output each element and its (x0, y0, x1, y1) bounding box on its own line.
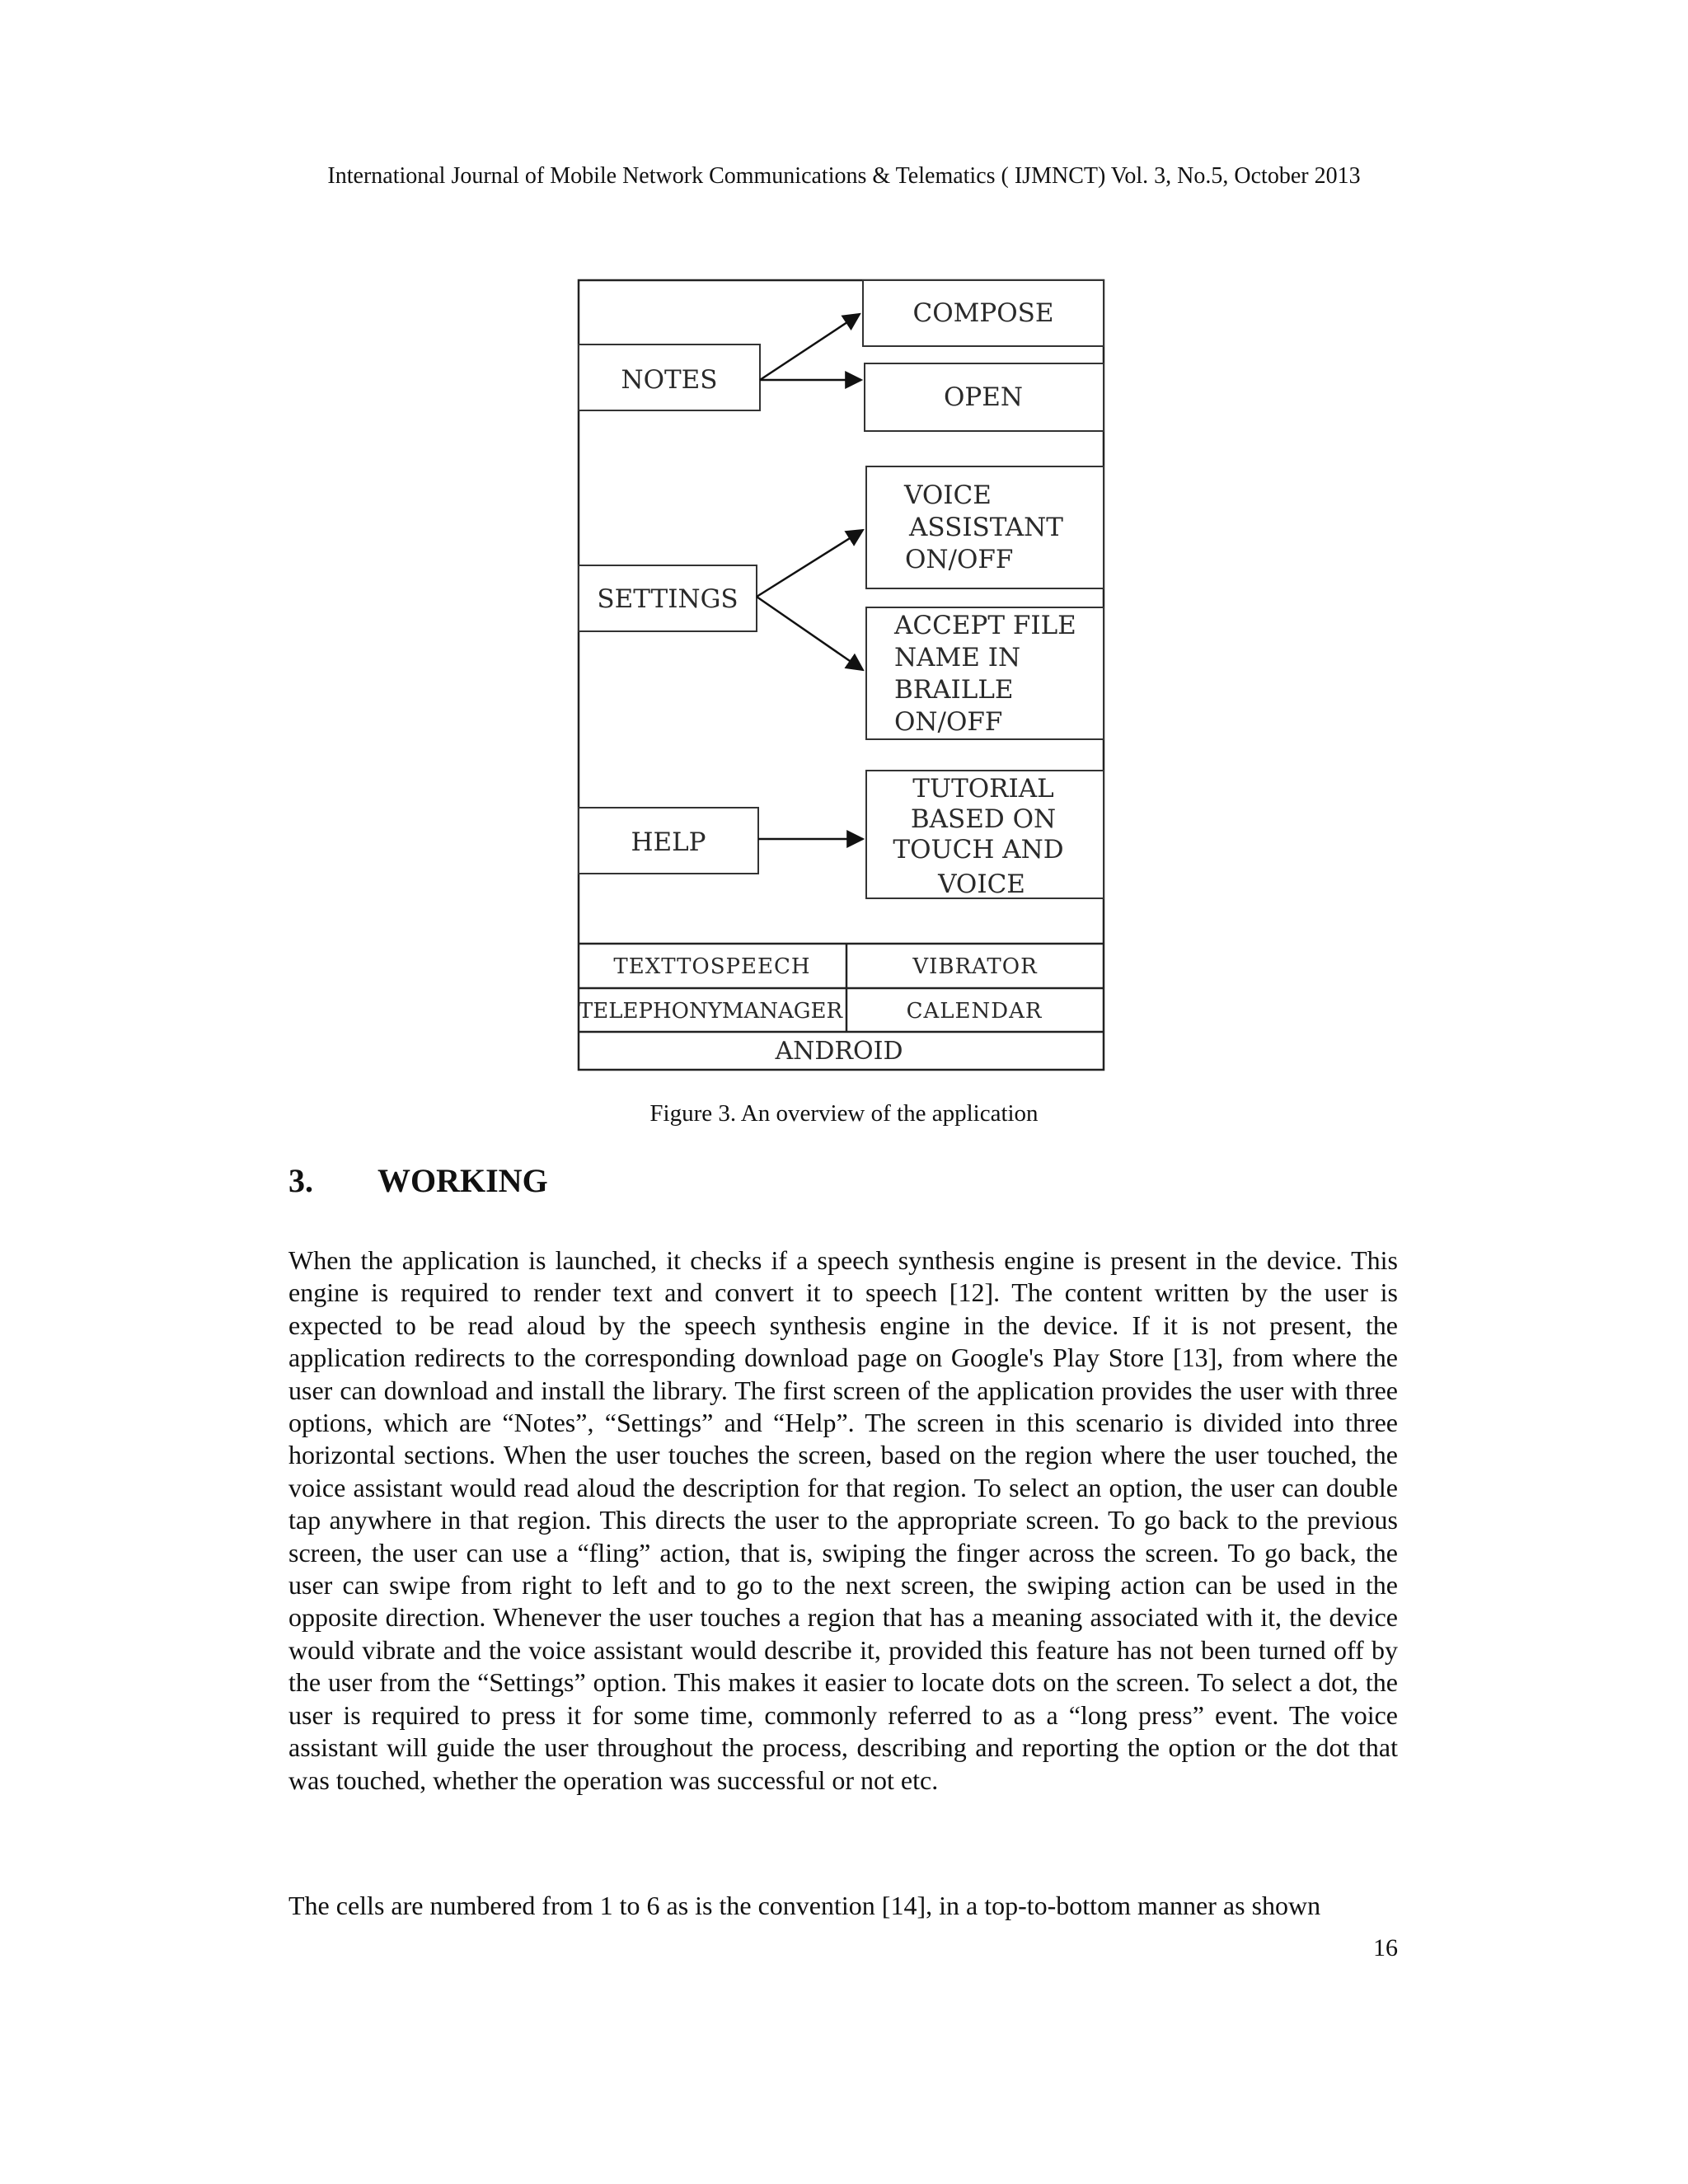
notes-label: NOTES (621, 365, 718, 395)
accept-file-name-box (866, 607, 1104, 739)
open-box (865, 363, 1104, 431)
voice-assistant-line-2: ASSISTANT (909, 513, 1063, 542)
page-number: 16 (1373, 1934, 1398, 1961)
accept-file-name-line-4: ON/OFF (894, 707, 1003, 737)
settings-box (579, 565, 757, 631)
running-header: International Journal of Mobile Network Communications & Telematics ( IJMNCT) Vol. 3, No.5, October 2013 (327, 163, 1361, 189)
telephonymanager-label: TELEPHONYMANAGER (578, 999, 843, 1024)
notes-box (579, 344, 760, 410)
tutorial-line-4: VOICE (938, 869, 1025, 899)
open-label: OPEN (943, 382, 1024, 412)
tutorial-line-1: TUTORIAL (912, 774, 1054, 804)
compose-label: COMPOSE (912, 298, 1054, 328)
arrow-settings-to-accept-file-name (757, 597, 863, 670)
accept-file-name-line-2: NAME IN (894, 643, 1021, 673)
tutorial-line-3: TOUCH AND (893, 835, 1064, 865)
calendar-label: CALENDAR (906, 999, 1043, 1024)
body-paragraph-1: When the application is launched, it checks if a speech synthesis engine is present in the device. This engine is required to render text and convert it to speech [12]. The content written by the user is expected to be read aloud by the speech synthesis engine in the device. If it is not present, the application redirects to the corresponding download page on Google's Play Store [13], from where the user can download and install the library. The first screen of the application provides the user with three options, which are “Notes”, “Settings” and “Help”. The screen in this scenario is divided into three horizontal sections. When the user touches the screen, based on the region where the user touched, the voice assistant would read aloud the description for that region. To select an option, the user can double tap anywhere in that region. This directs the user to the appropriate screen. To go back to the previous screen, the user can use a “fling” action, that is, swiping the finger across the screen. To go back, the user can swipe from right to left and to go to the next screen, the swiping action can be used in the opposite direction. Whenever the user touches a region that has a meaning associated with it, the device would vibrate and the voice assistant would describe it, provided this feature has not been turned off by the user from the “Settings” option. This makes it easier to locate dots on the screen. To select a dot, the user is required to press it for some time, commonly referred to as a “long press” event. The voice assistant will guide the user throughout the process, describing and reporting the option or the dot that was touched, whether the operation was successful or not etc. (288, 1245, 1398, 1795)
section-heading (288, 1160, 548, 1202)
compose-box (863, 280, 1104, 346)
tutorial-box (866, 771, 1104, 899)
section-number: 3. (288, 1162, 313, 1199)
arrow-settings-to-voice-assistant (757, 530, 863, 597)
settings-label: SETTINGS (597, 584, 738, 614)
voice-assistant-line-1: VOICE (904, 480, 992, 510)
tutorial-line-2: BASED ON (910, 804, 1057, 834)
figure-caption: Figure 3. An overview of the application (649, 1100, 1039, 1127)
arrow-notes-to-compose (760, 314, 860, 380)
accept-file-name-line-1: ACCEPT FILE (894, 611, 1076, 640)
android-label: ANDROID (775, 1037, 903, 1066)
vibrator-label: VIBRATOR (912, 954, 1038, 979)
section-title: WORKING (377, 1162, 548, 1199)
voice-assistant-line-3: ON/OFF (905, 545, 1014, 574)
texttospeech-label: TEXTTOSPEECH (613, 954, 811, 979)
body-paragraph-2: The cells are numbered from 1 to 6 as is the convention [14], in a top-to-bottom manner as shown (288, 1891, 1321, 1920)
accept-file-name-line-3: BRAILLE (894, 675, 1014, 705)
help-box (579, 808, 758, 874)
help-label: HELP (631, 827, 706, 857)
voice-assistant-box (866, 466, 1104, 588)
